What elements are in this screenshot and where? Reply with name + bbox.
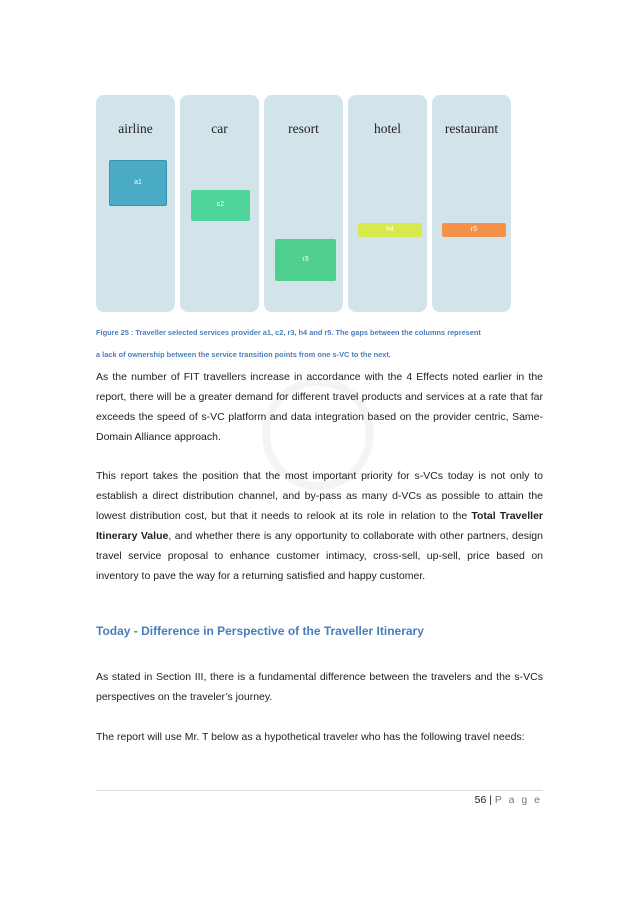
column-car [180, 95, 259, 312]
section-heading: Today - Difference in Perspective of the Traveller Itinerary [96, 624, 424, 638]
provider-box-a1: a1 [109, 160, 167, 206]
total-traveller-itinerary-value-term: Total Traveller Itinerary Value [96, 510, 543, 542]
figure-caption-line-2: a lack of ownership between the service transition points from one s-VC to the next. [96, 350, 391, 359]
provider-box-r5: r5 [442, 223, 506, 237]
paragraph-mr-t: The report will use Mr. T below as a hypothetical traveler who has the following travel needs: [96, 731, 525, 743]
column-resort [264, 95, 343, 312]
provider-box-c2: c2 [191, 190, 250, 221]
page-word: P a g e [494, 794, 542, 806]
column-label-airline: airline [118, 121, 153, 136]
column-airline [96, 95, 175, 312]
provider-box-r3: r3 [275, 239, 336, 281]
footer-divider [96, 790, 543, 791]
paragraph-fit-travellers: As the number of FIT travellers increase in accordance with the 4 Effects noted earlier in the report, there will be a greater demand for different travel products and services at a rate that far exceeds the speed of s-VC platform and data integration based on the provider centric, Same-Domain Alliance approach. [96, 371, 543, 443]
figure-caption [96, 322, 546, 366]
footer-separator: | [489, 794, 492, 806]
column-label-hotel: hotel [374, 121, 401, 136]
paragraph-section-iii: As stated in Section III, there is a fundamental difference between the travelers and the s-VCs perspectives on the traveler’s journey. [96, 671, 543, 703]
provider-box-h4: h4 [358, 223, 422, 237]
column-restaurant [432, 95, 511, 312]
paragraph-report-position-start: This report takes the position that the most important priority for s-VCs today is not only to establish a direct distribution channel, and by-pass as many d-VCs as possible to attain the lowest distribution cost, but that it needs to relook at its role in relation to the [96, 470, 543, 522]
column-label-car: car [211, 121, 228, 136]
page-number: 56 [474, 794, 487, 806]
paragraph-report-position-end: , and whether there is any opportunity to collaborate with other partners, design travel service proposal to enhance customer intimacy, cross-sell, up-sell, price based on inventory to pave the way for a returning satisfied and happy customer. [96, 530, 543, 582]
column-hotel [348, 95, 427, 312]
figure-caption-line-1: Figure 25 : Traveller selected services provider a1, c2, r3, h4 and r5. The gaps between the columns represent [96, 328, 481, 337]
paragraph-report-position [96, 466, 543, 586]
page-footer [475, 794, 542, 806]
column-label-resort: resort [288, 121, 319, 136]
service-provider-diagram [96, 95, 511, 312]
column-label-restaurant: restaurant [444, 121, 499, 136]
